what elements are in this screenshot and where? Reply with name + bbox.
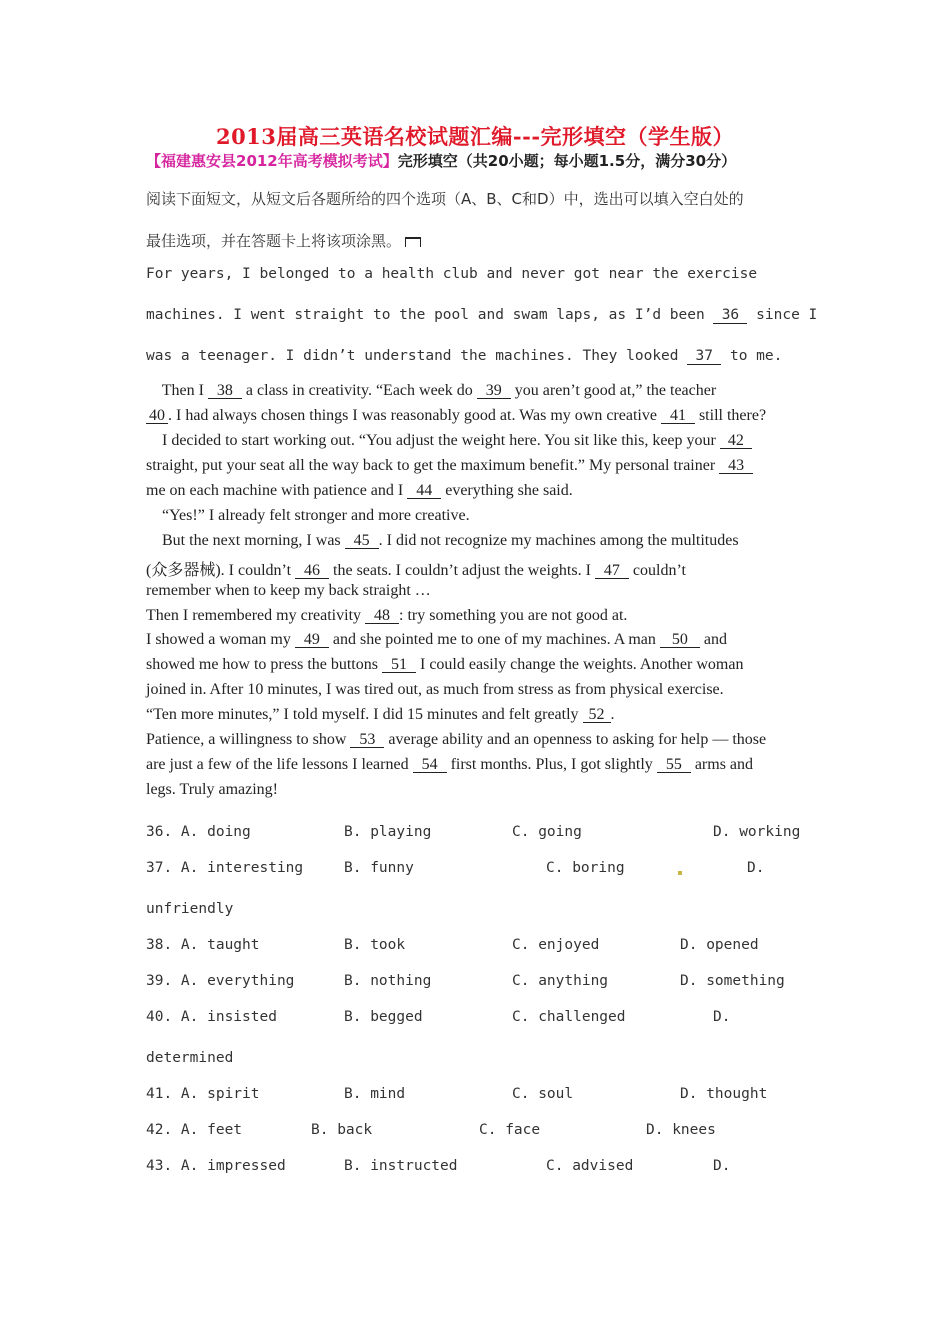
- blank-52: 52: [583, 707, 611, 723]
- option-a: 37. A. interesting: [146, 860, 304, 876]
- blank-55: 55: [657, 757, 691, 773]
- option-c: C. enjoyed: [512, 937, 600, 953]
- blank-53: 53: [350, 732, 384, 748]
- blank-44: 44: [407, 483, 441, 499]
- page-title: 2013届高三英语名校试题汇编---完形填空（学生版）: [215, 124, 735, 149]
- blank-42: 42: [720, 433, 752, 449]
- passage-line: legs. Truly amazing!: [146, 781, 278, 798]
- option-a: 36. A. doing: [146, 824, 251, 840]
- blank-54: 54: [413, 757, 447, 773]
- instructions-line-1: 阅读下面短文，从短文后各题所给的四个选项（A、B、C和D）中，选出可以填入空白处的: [146, 190, 744, 208]
- option-b: B. nothing: [344, 973, 432, 989]
- option-d: D. working: [713, 824, 801, 840]
- option-d: D.: [713, 1009, 731, 1025]
- blank-43: 43: [719, 458, 753, 474]
- passage-line: was a teenager. I didn’t understand the machines. They looked 37 to me.: [146, 348, 783, 364]
- passage-line: me on each machine with patience and I 44 everything she said.: [146, 482, 573, 499]
- passage-line: machines. I went straight to the pool and swam laps, as I’d been 36 since I: [146, 307, 818, 323]
- blank-40: 40: [146, 408, 168, 424]
- option-c: C. advised: [546, 1158, 634, 1174]
- passage-line: I showed a woman my 49 and she pointed me to one of my machines. A man 50 and: [146, 631, 728, 648]
- blank-38: 38: [208, 383, 242, 399]
- section-description: 完形填空（共20小题；每小题1.5分，满分30分）: [397, 152, 737, 170]
- blank-41: 41: [661, 408, 695, 424]
- option-a: 38. A. taught: [146, 937, 260, 953]
- option-b: B. mind: [344, 1086, 406, 1102]
- passage-line: “Yes!” I already felt stronger and more creative.: [146, 507, 470, 524]
- passage-line: (众多器械). I couldn’t 46 the seats. I couldn’t adjust the weights. I 47 couldn’t: [146, 562, 686, 579]
- option-c: C. anything: [512, 973, 609, 989]
- option-d-wrap: unfriendly: [146, 901, 234, 917]
- passage-line: are just a few of the life lessons I learned 54 first months. Plus, I got slightly 55 arms and: [146, 756, 754, 773]
- passage-line: 40 . I had always chosen things I was reasonably good at. Was my own creative 41 still there?: [146, 407, 766, 425]
- option-d: D. opened: [680, 937, 759, 953]
- blank-51: 51: [382, 657, 416, 673]
- passage-line: Patience, a willingness to show 53 average ability and an openness to asking for help — those: [146, 731, 767, 748]
- blank-49: 49: [295, 632, 329, 648]
- passage-line: straight, put your seat all the way back to get the maximum benefit.” My personal trainer 43: [146, 457, 753, 475]
- option-d: D. thought: [680, 1086, 768, 1102]
- option-b: B. playing: [344, 824, 432, 840]
- option-c: C. face: [479, 1122, 541, 1138]
- option-a: 39. A. everything: [146, 973, 295, 989]
- option-d: D. knees: [646, 1122, 716, 1138]
- option-c: C. challenged: [512, 1009, 626, 1025]
- passage-line: joined in. After 10 minutes, I was tired out, as much from stress as from physical exercise.: [146, 681, 724, 698]
- passage-line: “Ten more minutes,” I told myself. I did 15 minutes and felt greatly 52 .: [146, 706, 615, 723]
- instructions-line-2: 最佳选项，并在答题卡上将该项涂黑。: [146, 230, 421, 251]
- option-d: D. something: [680, 973, 785, 989]
- passage-line: Then I 38 a class in creativity. “Each week do 39 you aren’t good at,” the teacher: [146, 382, 721, 399]
- option-a: 41. A. spirit: [146, 1086, 260, 1102]
- passage-line: I decided to start working out. “You adjust the weight here. You sit like this, keep your 42: [146, 432, 752, 450]
- option-b: B. funny: [344, 860, 414, 876]
- option-a: 40. A. insisted: [146, 1009, 277, 1025]
- option-a: 43. A. impressed: [146, 1158, 286, 1174]
- option-b: B. begged: [344, 1009, 423, 1025]
- blank-50: 50: [660, 632, 700, 648]
- blank-39: 39: [477, 383, 511, 399]
- option-d-wrap: determined: [146, 1050, 234, 1066]
- passage-line: Then I remembered my creativity 48 : try something you are not good at.: [146, 607, 628, 624]
- source-label: 【福建惠安县2012年高考模拟考试】: [146, 152, 398, 170]
- passage-line: But the next morning, I was 45 . I did not recognize my machines among the multitudes: [146, 532, 739, 549]
- passage-line: remember when to keep my back straight …: [146, 582, 431, 599]
- option-c: C. going: [512, 824, 582, 840]
- option-d: D.: [713, 1158, 731, 1174]
- section-header: [146, 150, 736, 171]
- blank-46: 46: [295, 563, 329, 579]
- passage-line: For years, I belonged to a health club and never got near the exercise: [146, 266, 758, 282]
- option-b: B. instructed: [344, 1158, 458, 1174]
- blank-36: 36: [713, 308, 747, 324]
- blank-48: 48: [365, 608, 399, 624]
- option-c: C. soul: [512, 1086, 574, 1102]
- option-d: D.: [747, 860, 765, 876]
- passage-line: showed me how to press the buttons 51 I could easily change the weights. Another woman: [146, 656, 744, 673]
- blank-47: 47: [595, 563, 629, 579]
- option-b: B. took: [344, 937, 406, 953]
- stray-mark: [678, 871, 682, 875]
- option-a: 42. A. feet: [146, 1122, 243, 1138]
- blank-37: 37: [687, 349, 721, 365]
- option-b: B. back: [311, 1122, 373, 1138]
- option-c: C. boring: [546, 860, 625, 876]
- blank-45: 45: [345, 533, 379, 549]
- edit-mark-icon: [405, 237, 421, 247]
